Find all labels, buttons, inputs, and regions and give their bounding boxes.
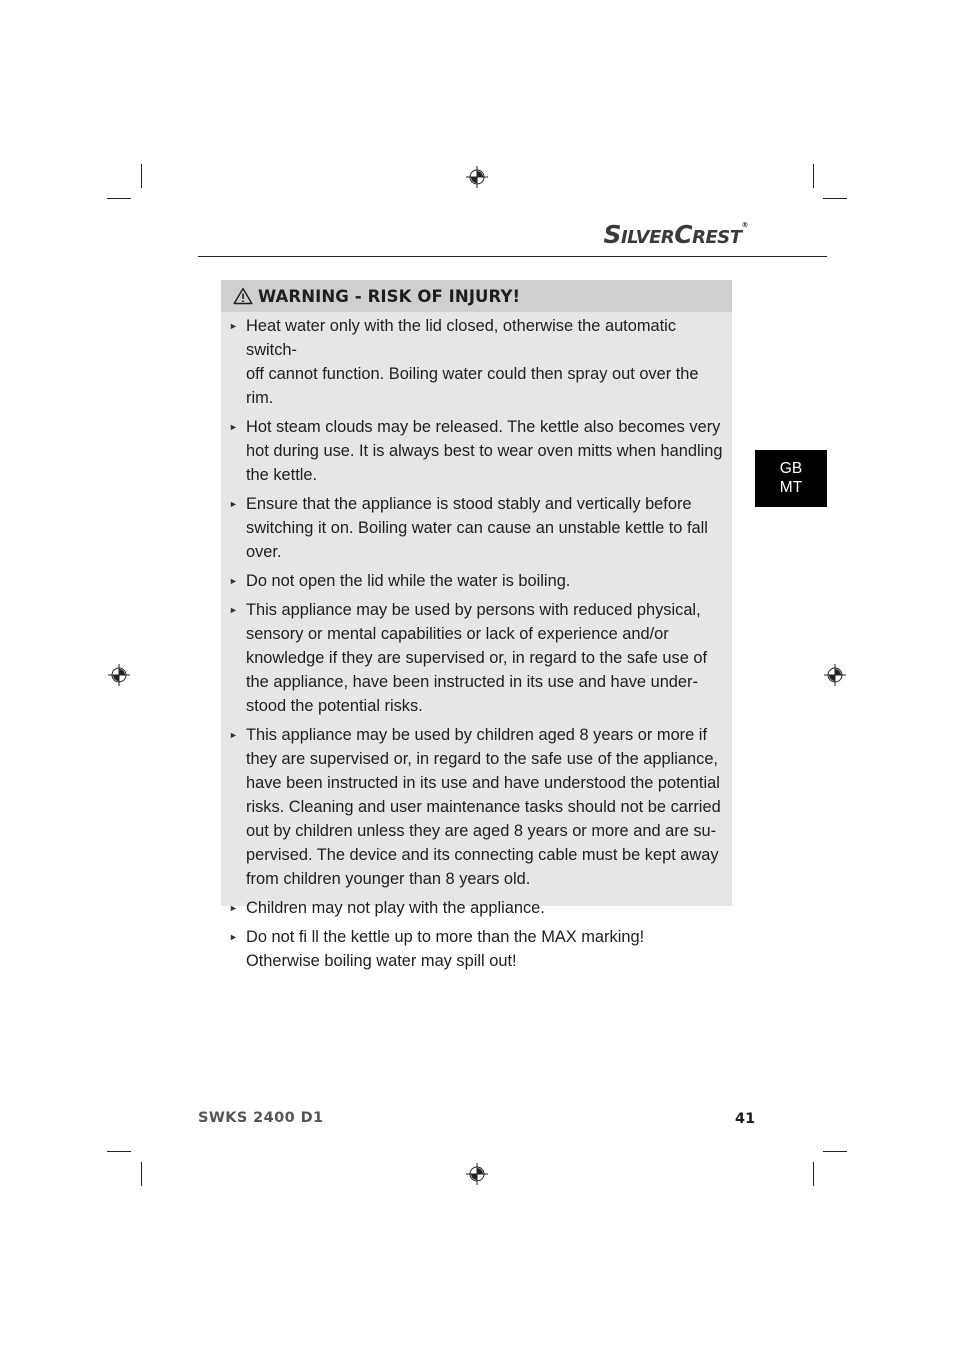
crop-mark	[141, 164, 142, 188]
bullet-arrow-icon: ►	[229, 576, 238, 586]
footer-model: SWKS 2400 D1	[198, 1110, 324, 1126]
item-text: Do not fi ll the kettle up to more than the MAX marking! Otherwise boiling water may spill out!	[246, 928, 645, 970]
warning-list	[221, 312, 732, 973]
registration-mark-icon	[466, 1163, 488, 1185]
item-text: Heat water only with the lid closed, otherwise the automatic switch- off cannot function. Boiling water could then spray out over the rim.	[246, 317, 699, 407]
registration-mark-icon	[824, 664, 846, 686]
brand-logo: SILVERCREST®	[603, 220, 748, 249]
crop-mark	[813, 164, 814, 188]
registration-mark-icon	[466, 166, 488, 188]
list-item	[221, 598, 732, 718]
bullet-arrow-icon: ►	[229, 605, 238, 615]
crop-mark	[107, 198, 131, 199]
crop-mark	[107, 1151, 131, 1152]
item-text: Children may not play with the appliance.	[246, 899, 545, 917]
page-number: 41	[735, 1111, 756, 1127]
warning-box	[221, 280, 732, 970]
bullet-arrow-icon: ►	[229, 422, 238, 432]
header-rule	[198, 256, 827, 257]
list-item	[221, 569, 732, 593]
item-text: Do not open the lid while the water is boiling.	[246, 572, 571, 590]
bullet-arrow-icon: ►	[229, 730, 238, 740]
warning-header	[221, 280, 732, 312]
registration-mark-icon	[108, 664, 130, 686]
bullet-arrow-icon: ►	[229, 321, 238, 331]
item-text: Ensure that the appliance is stood stably and vertically before switching it on. Boiling water can cause an unstable kettle to fall over.	[246, 495, 708, 561]
list-item	[221, 925, 732, 973]
list-item	[221, 314, 732, 410]
language-tab: GB MT	[755, 450, 827, 507]
crop-mark	[141, 1162, 142, 1186]
item-text: This appliance may be used by persons with reduced physical, sensory or mental capabilities or lack of experience and/or knowledge if they are supervised or, in regard to the safe use of the appliance, have been instructed in its use and have under- stood the potential risks.	[246, 601, 708, 715]
bullet-arrow-icon: ►	[229, 932, 238, 942]
crop-mark	[823, 198, 847, 199]
list-item	[221, 723, 732, 891]
list-item	[221, 896, 732, 920]
list-item	[221, 415, 732, 487]
bullet-arrow-icon: ►	[229, 903, 238, 913]
warning-triangle-icon	[233, 287, 253, 305]
bullet-arrow-icon: ►	[229, 499, 238, 509]
item-text: This appliance may be used by children aged 8 years or more if they are supervised or, in regard to the safe use of the appliance, have been instructed in its use and have understood the potential risks. Cleaning and user maintenance tasks should not be carried out by children unless they are aged 8 years or more and are su- pervised. The device and its connecting cable must be kept away from children younger than 8 years old.	[246, 726, 721, 888]
crop-mark	[813, 1162, 814, 1186]
item-text: Hot steam clouds may be released. The kettle also becomes very hot during use. It is always best to wear oven mitts when handling the kettle.	[246, 418, 723, 484]
warning-title: WARNING - RISK OF INJURY!	[258, 286, 521, 306]
list-item	[221, 492, 732, 564]
crop-mark	[823, 1151, 847, 1152]
